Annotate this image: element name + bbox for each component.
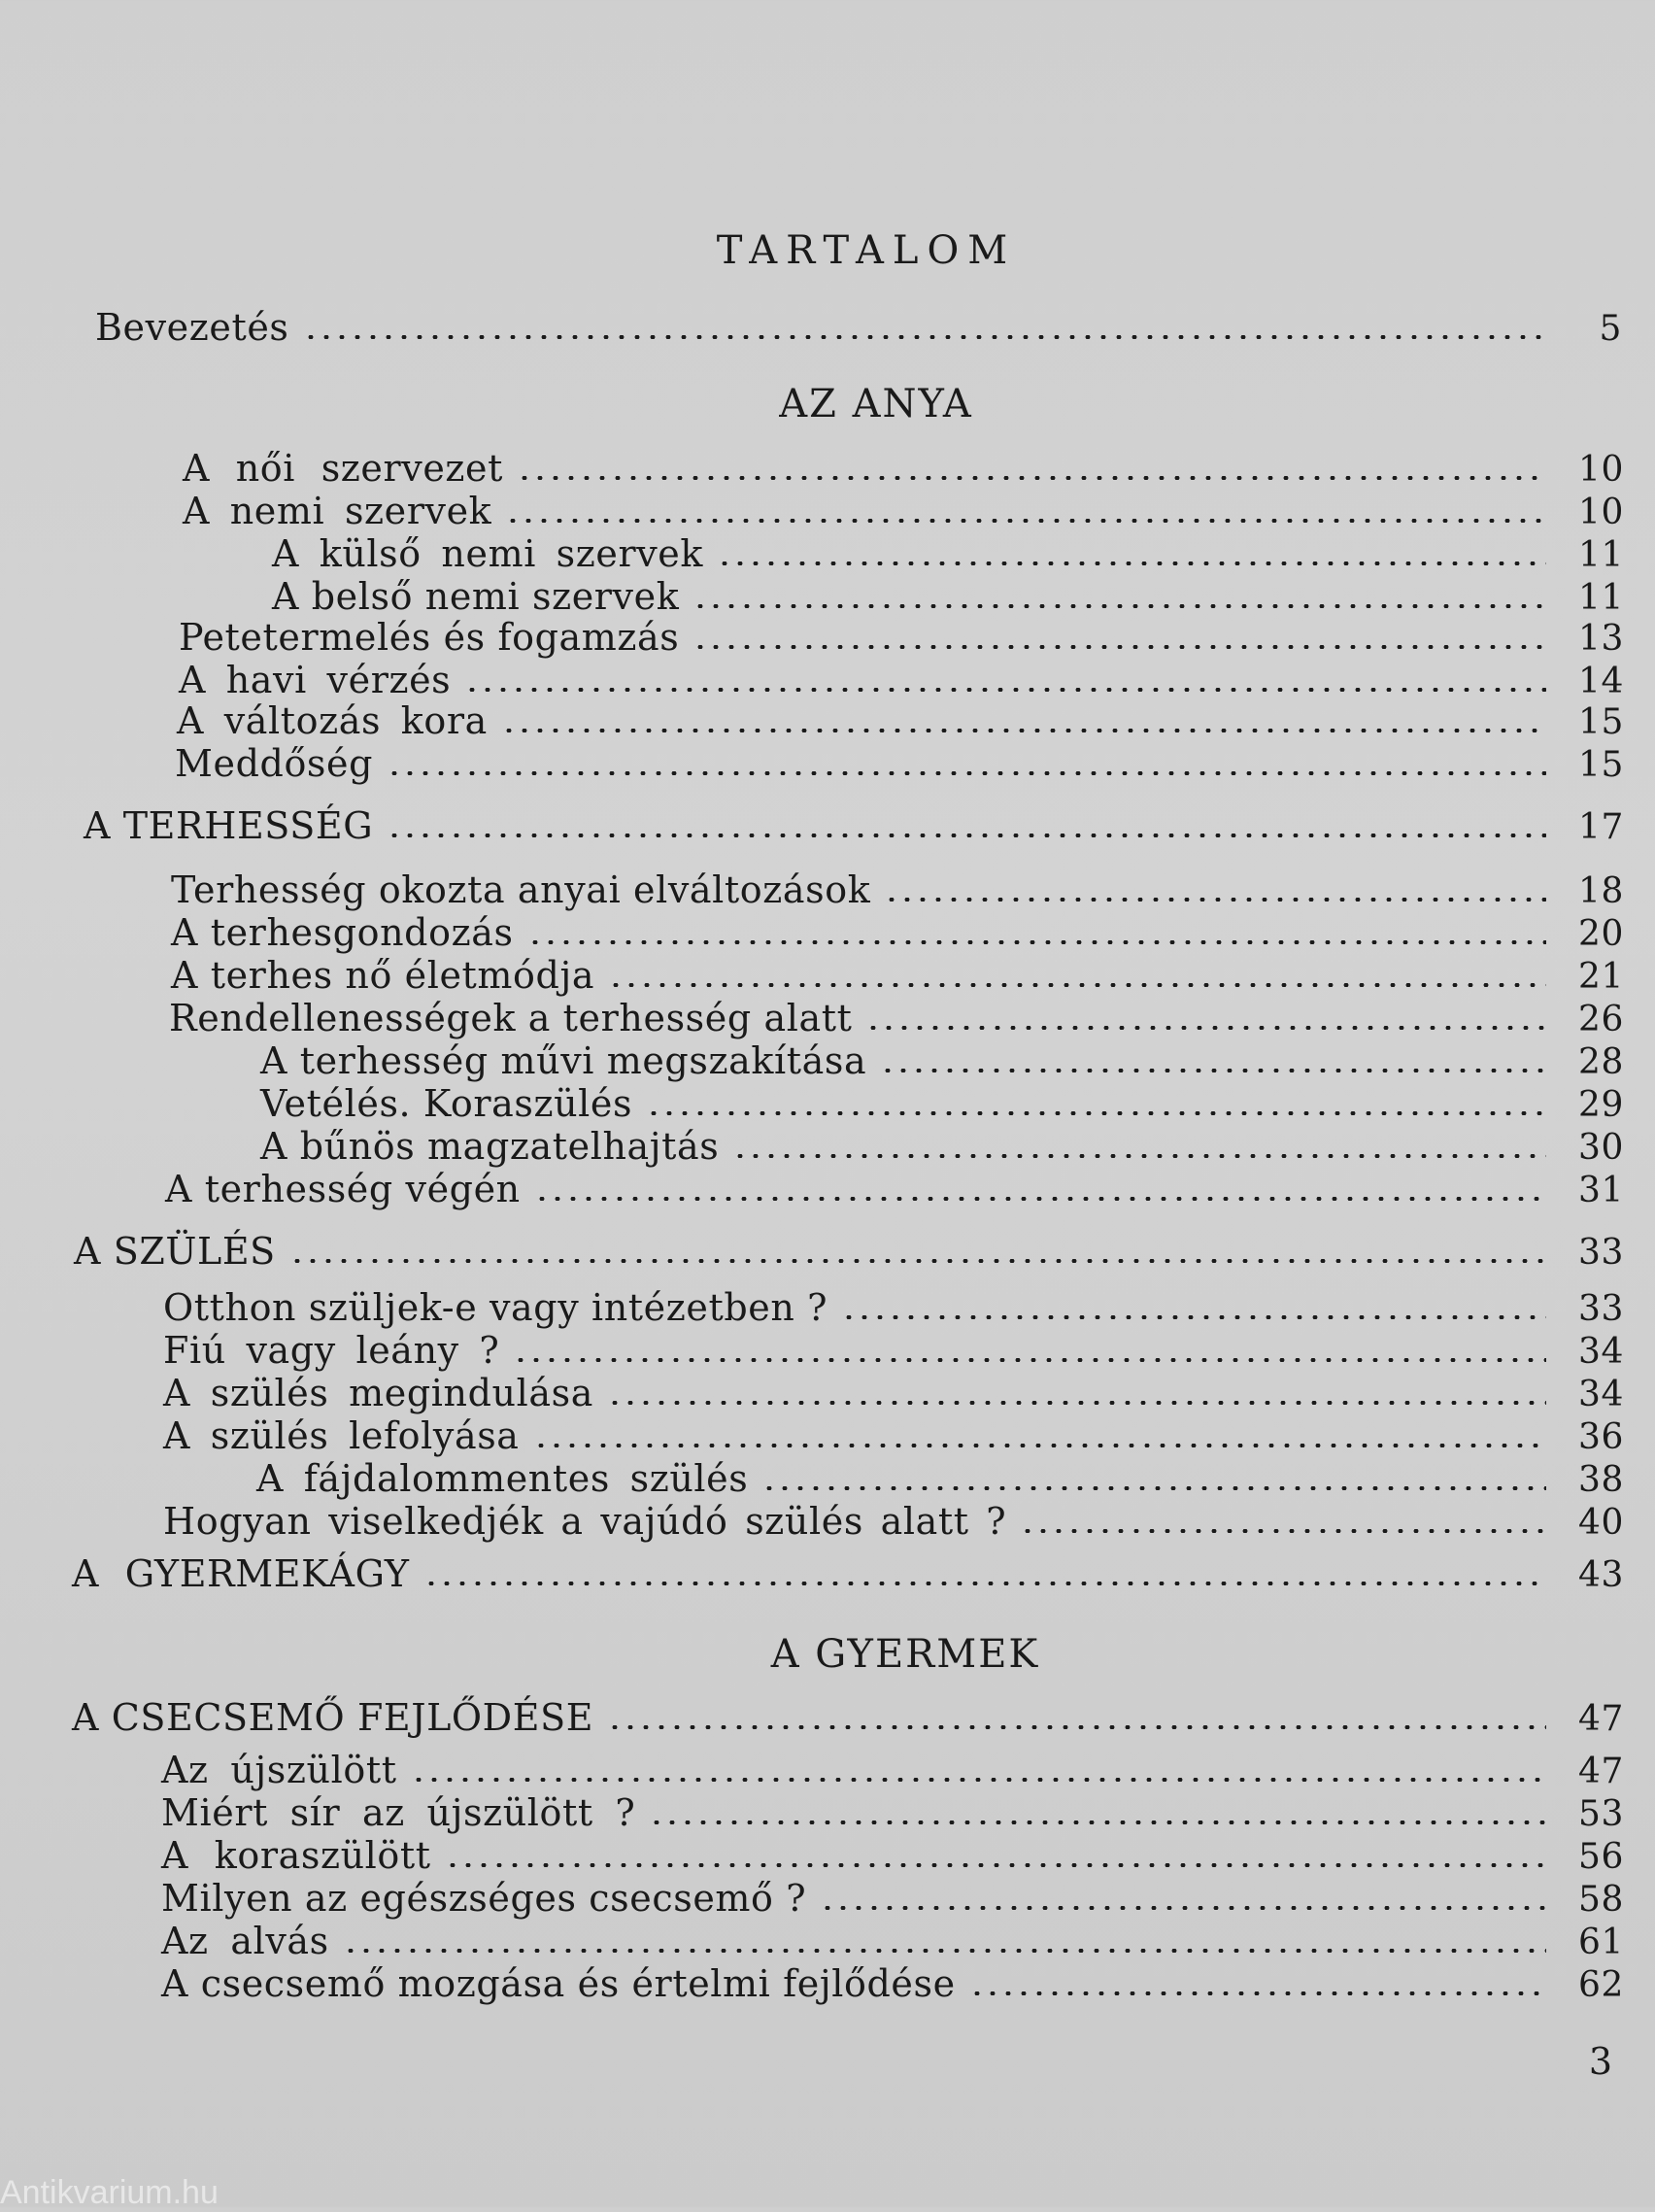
dot-leader	[692, 604, 1546, 608]
toc-entry-label: A SZÜLÉS	[74, 1230, 276, 1273]
toc-entry	[72, 1696, 1624, 1739]
toc-entry-page: 43	[1577, 1555, 1624, 1595]
toc-entry-page: 10	[1577, 450, 1624, 490]
dot-leader	[607, 1725, 1546, 1729]
toc-entry-label: Otthon szüljek-e vagy intézetben ?	[163, 1286, 828, 1329]
dot-leader	[303, 335, 1544, 339]
dot-leader	[527, 940, 1546, 944]
toc-entry-label: A terhesség művi megszakítása	[260, 1039, 867, 1082]
toc-entry	[161, 1749, 1624, 1791]
toc-entry-page: 18	[1577, 871, 1624, 911]
toc-entry-page: 5	[1599, 309, 1622, 349]
toc-entry-label: Fiú vagy leány ?	[163, 1329, 500, 1372]
page-title: TARTALOM	[716, 228, 1017, 273]
toc-entry-page: 38	[1577, 1460, 1624, 1500]
toc-entry-label: A terhesgondozás	[171, 911, 514, 954]
toc-entry	[165, 1168, 1624, 1210]
toc-entry-page: 58	[1577, 1880, 1624, 1920]
toc-entry-label: Az alvás	[161, 1920, 329, 1962]
toc-entry-page: 31	[1577, 1171, 1624, 1210]
toc-entry-label: A csecsemő mozgása és értelmi fejlődése	[161, 1962, 956, 2005]
dot-leader	[289, 1259, 1546, 1263]
watermark: Antikvarium.hu	[0, 2174, 219, 2211]
toc-entry-page: 20	[1577, 914, 1624, 954]
toc-entry-page: 14	[1577, 662, 1624, 701]
toc-entry-label: A CSECSEMŐ FEJLŐDÉSE	[72, 1696, 594, 1739]
toc-entry	[74, 1230, 1624, 1273]
toc-entry	[260, 1082, 1624, 1125]
toc-entry-label: A TERHESSÉG	[84, 804, 374, 847]
toc-entry	[272, 575, 1624, 618]
toc-entry	[256, 1457, 1624, 1500]
dot-leader	[880, 1069, 1546, 1072]
toc-entry-label: A terhesség végén	[165, 1168, 521, 1210]
toc-entry-page: 62	[1577, 1965, 1624, 2005]
toc-entry-label: Rendellenességek a terhesség alatt	[169, 997, 853, 1039]
toc-entry-page: 40	[1577, 1503, 1624, 1543]
toc-entry-page: 34	[1577, 1375, 1624, 1414]
toc-entry-page: 10	[1577, 493, 1624, 532]
dot-leader	[607, 1401, 1546, 1405]
dot-leader	[464, 688, 1546, 692]
toc-entry	[163, 1329, 1624, 1372]
toc-entry-page: 15	[1577, 702, 1624, 742]
dot-leader	[501, 729, 1546, 732]
toc-entry-page: 53	[1577, 1794, 1624, 1834]
toc-entry-page: 30	[1577, 1128, 1624, 1168]
toc-entry-label: A GYERMEKÁGY	[72, 1552, 410, 1595]
toc-entry	[72, 1552, 1624, 1595]
dot-leader	[608, 983, 1546, 987]
dot-leader	[969, 1991, 1546, 1995]
toc-entry-label: A bűnös magzatelhajtás	[260, 1125, 720, 1168]
toc-entry-label: A szülés lefolyása	[163, 1414, 520, 1457]
toc-entry-label: A belső nemi szervek	[272, 575, 680, 618]
dot-leader	[505, 519, 1546, 523]
toc-entry-label: Milyen az egészséges csecsemő ?	[161, 1877, 807, 1920]
dot-leader	[692, 645, 1546, 649]
toc-entry	[161, 1962, 1624, 2005]
dot-leader	[445, 1863, 1546, 1867]
toc-entry-page: 33	[1577, 1233, 1624, 1273]
toc-entry-page: 11	[1577, 535, 1624, 575]
toc-entry	[169, 997, 1624, 1039]
dot-leader	[717, 562, 1546, 565]
dot-leader	[343, 1949, 1546, 1953]
page-number: 3	[1588, 2040, 1612, 2083]
toc-entry-page: 17	[1577, 807, 1624, 847]
dot-leader	[411, 1778, 1546, 1782]
toc-entry-page: 26	[1577, 1000, 1624, 1039]
toc-entry-label: Miért sír az újszülött ?	[161, 1791, 636, 1834]
toc-entry-label: Hogyan viselkedjék a vajúdó szülés alatt ?	[163, 1500, 1007, 1543]
toc-entry-label: A fájdalommentes szülés	[256, 1457, 749, 1500]
toc-entry-label: Az újszülött	[161, 1749, 397, 1791]
toc-entry	[183, 447, 1624, 490]
toc-entry-page: 47	[1577, 1752, 1624, 1791]
toc-entry-label: Vetélés. Koraszülés	[260, 1082, 633, 1125]
toc-entry-label: A változás kora	[177, 699, 488, 742]
toc-entry	[171, 911, 1624, 954]
dot-leader	[387, 834, 1546, 837]
toc-entry	[161, 1791, 1624, 1834]
toc-entry	[179, 616, 1624, 659]
toc-entry-label: A női szervezet	[183, 447, 504, 490]
toc-entry-page: 13	[1577, 619, 1624, 659]
toc-entry-page: 33	[1577, 1289, 1624, 1329]
toc-entry-page: 47	[1577, 1699, 1624, 1739]
toc-entry	[163, 1286, 1624, 1329]
toc-entry-label: A koraszülött	[161, 1834, 431, 1877]
toc-entry	[161, 1920, 1624, 1962]
toc-entry	[161, 1877, 1624, 1920]
toc-entry-label: Petetermelés és fogamzás	[179, 616, 680, 659]
toc-entry	[260, 1039, 1624, 1082]
toc-entry	[171, 954, 1624, 997]
toc-entry	[175, 742, 1624, 785]
dot-leader	[423, 1582, 1546, 1585]
section-heading-anya: AZ ANYA	[779, 382, 973, 426]
toc-entry-page: 29	[1577, 1085, 1624, 1125]
dot-leader	[533, 1444, 1546, 1447]
toc-entry-label: A szülés megindulása	[163, 1372, 593, 1414]
toc-entry-label: Bevezetés	[95, 306, 289, 349]
dot-leader	[649, 1821, 1546, 1824]
dot-leader	[534, 1197, 1546, 1201]
toc-entry	[171, 868, 1624, 911]
toc-entry-label: A terhes nő életmódja	[171, 954, 595, 997]
toc-entry-page: 15	[1577, 745, 1624, 785]
dot-leader	[884, 898, 1546, 902]
toc-entry	[84, 804, 1624, 847]
toc-entry	[179, 659, 1624, 701]
dot-leader	[387, 771, 1546, 775]
toc-entry	[163, 1414, 1624, 1457]
toc-entry-page: 28	[1577, 1042, 1624, 1082]
dot-leader	[646, 1111, 1546, 1115]
toc-entry	[161, 1834, 1624, 1877]
dot-leader	[513, 1358, 1546, 1362]
dot-leader	[1020, 1529, 1546, 1533]
toc-entry-label: A külső nemi szervek	[272, 532, 704, 575]
toc-entry-label: Meddőség	[175, 742, 374, 785]
toc-entry	[183, 490, 1624, 532]
dot-leader	[841, 1315, 1546, 1319]
toc-entry-page: 11	[1577, 578, 1624, 618]
toc-entry	[163, 1372, 1624, 1414]
toc-entry	[163, 1500, 1624, 1543]
dot-leader	[820, 1906, 1546, 1910]
toc-entry-page: 36	[1577, 1417, 1624, 1457]
dot-leader	[517, 476, 1546, 480]
toc-entry	[260, 1125, 1624, 1168]
toc-entry-page: 56	[1577, 1837, 1624, 1877]
toc-entry	[95, 306, 1622, 349]
dot-leader	[761, 1486, 1546, 1490]
toc-entry-page: 34	[1577, 1332, 1624, 1372]
dot-leader	[865, 1026, 1546, 1030]
toc-entry-page: 61	[1577, 1923, 1624, 1962]
toc-entry-page: 21	[1577, 957, 1624, 997]
toc-entry	[177, 699, 1624, 742]
toc-entry-label: Terhesség okozta anyai elváltozások	[171, 868, 871, 911]
toc-entry	[272, 532, 1624, 575]
dot-leader	[732, 1154, 1546, 1158]
toc-entry-label: A nemi szervek	[183, 490, 492, 532]
section-heading-gyermek: A GYERMEK	[770, 1632, 1040, 1677]
toc-entry-label: A havi vérzés	[179, 659, 452, 701]
